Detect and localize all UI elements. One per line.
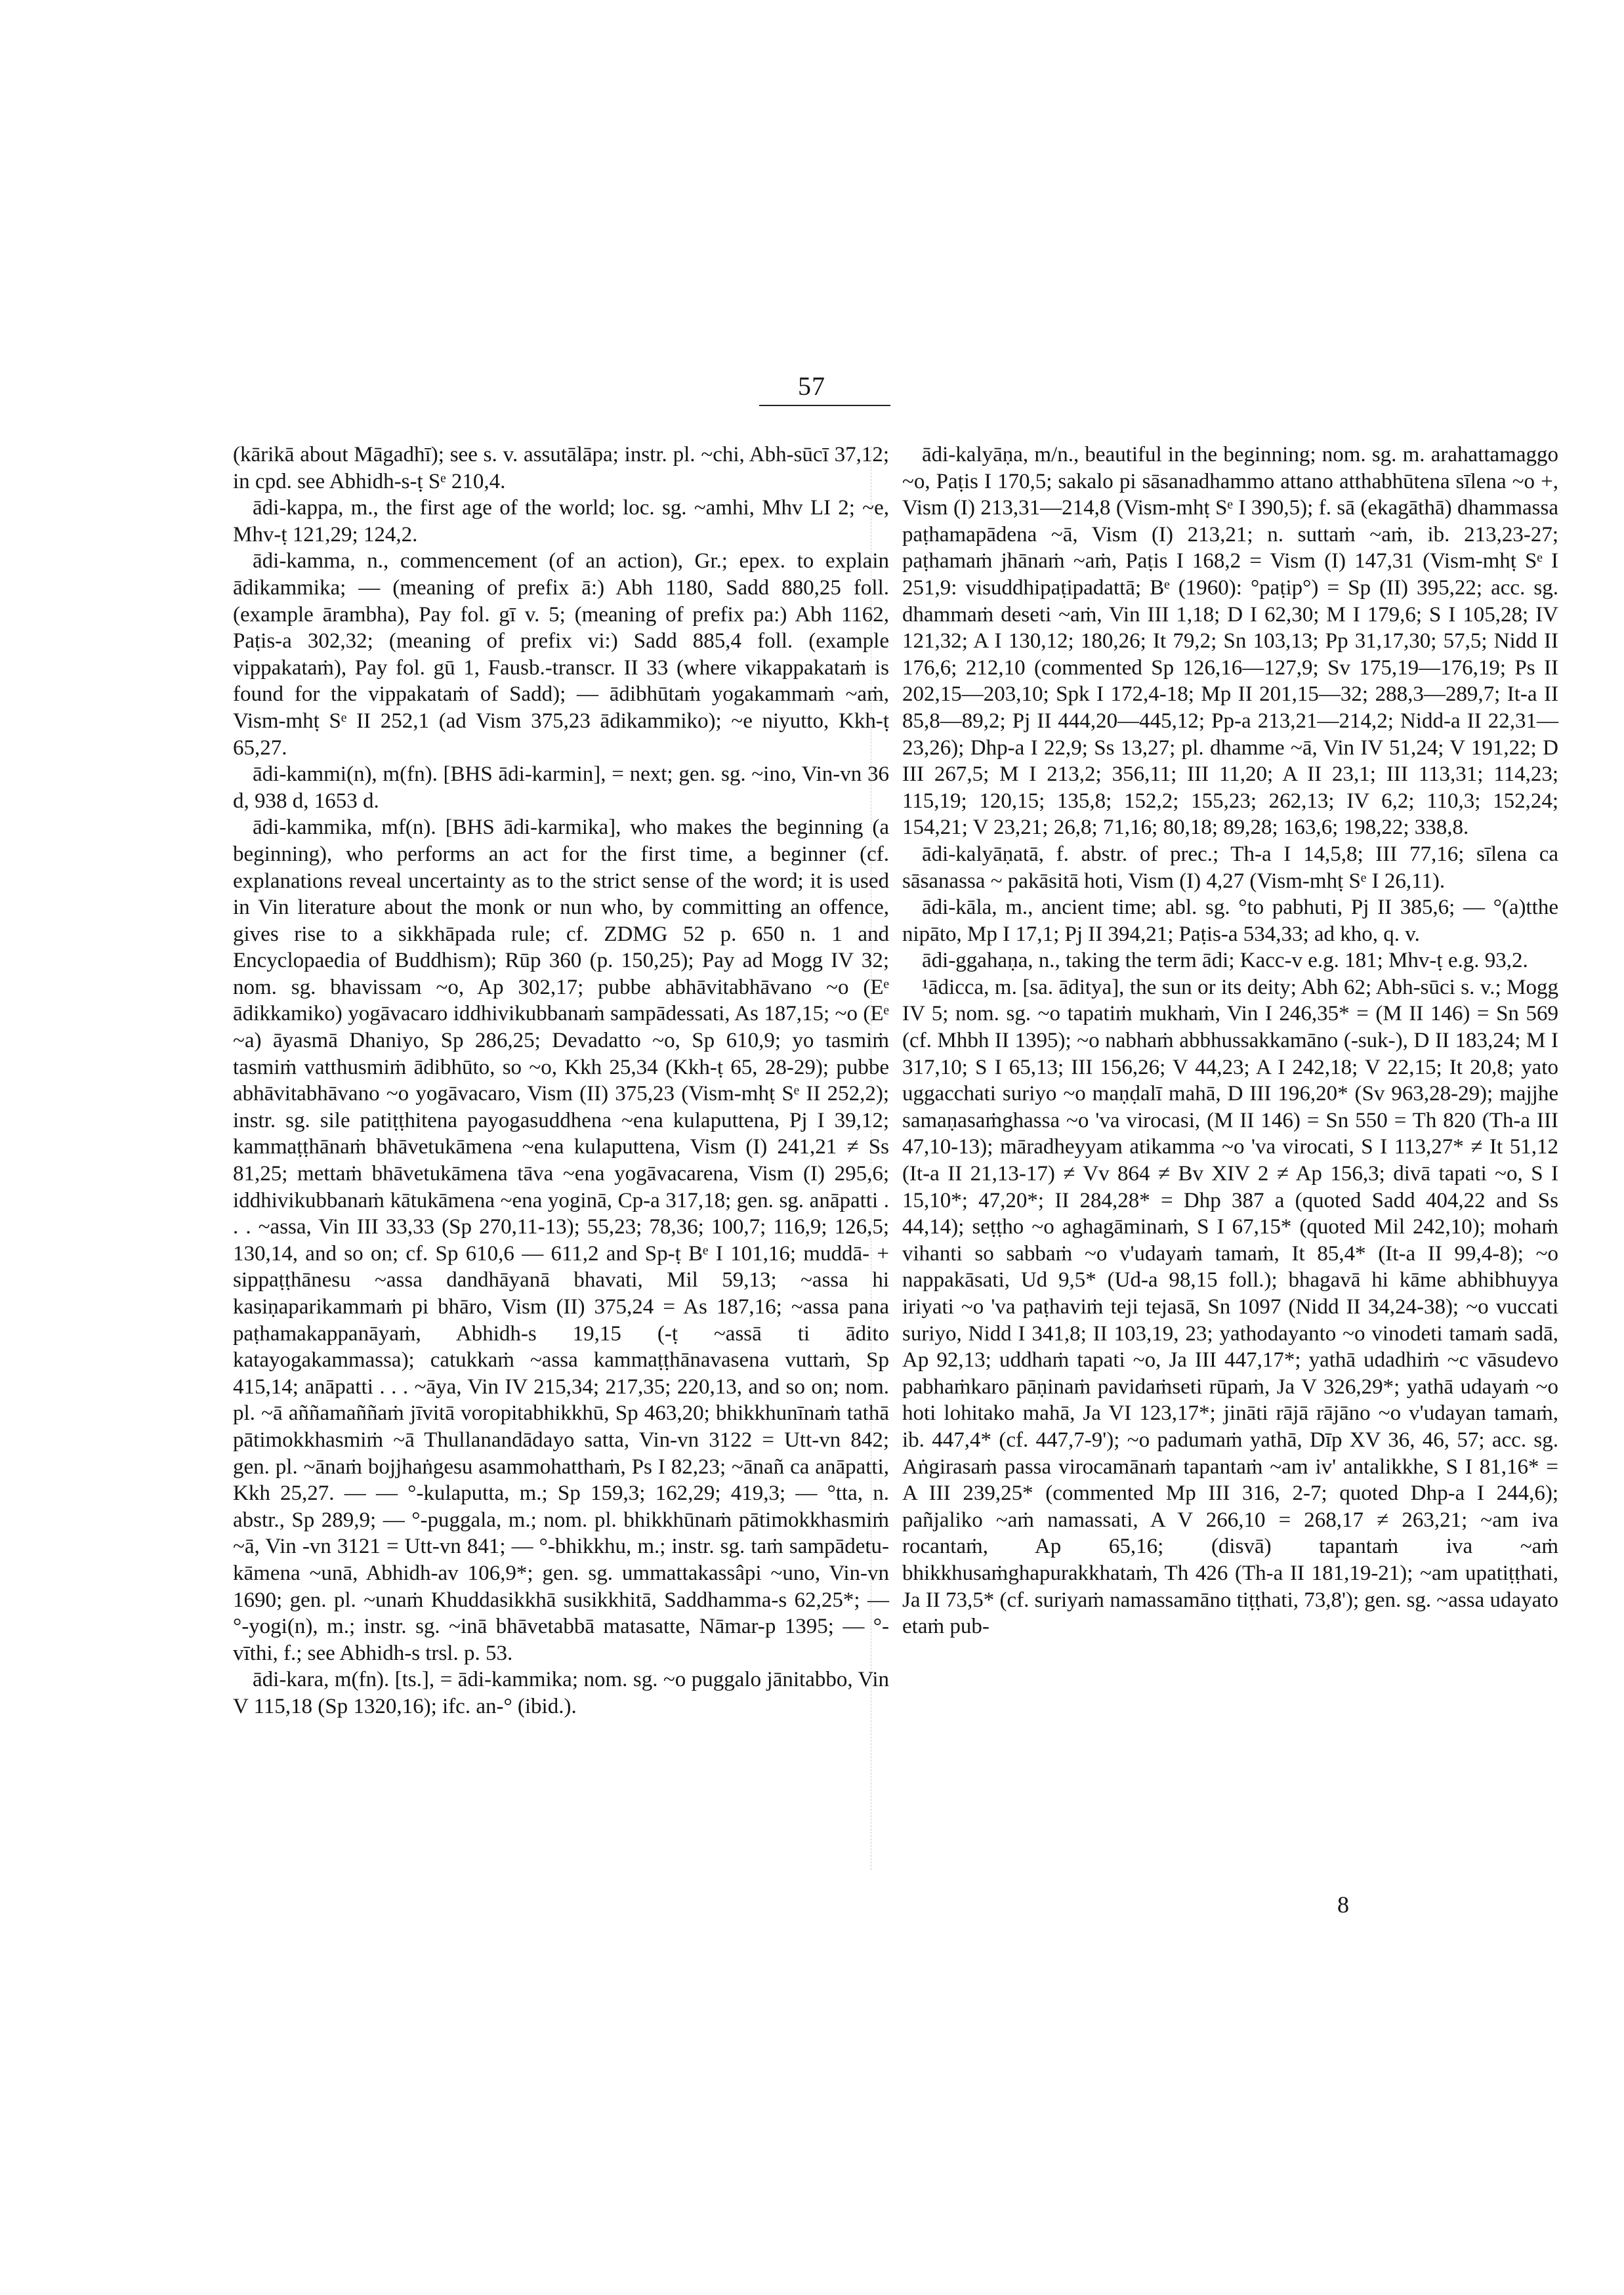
entry-adi-kara: ādi-kara, m(fn). [ts.], = ādi-kammika; nom. sg. ~o puggalo jānitabbo, Vin V 115,18 (Sp 1320,16); ifc. an-° (ibid.). [233,1668,889,1718]
entry-adi-kalyana: ādi-kalyāṇa, m/n., beautiful in the beginning; nom. sg. m. arahattamaggo ~o, Paṭis I 170,5; sakalo pi sāsanadhammo attano atthabhūtena sīlena ~o +, Vism (I) 213,31—214,8 (Vism-mhṭ Sᵉ I 390,5); f. sā (ekagāthā) dhammassa paṭhamapādena ~ā, Vism (I) 213,21; n. suttaṁ ~aṁ, ib. 213,23-27; paṭhamaṁ jhānaṁ ~aṁ, Paṭis I 168,2 = Vism (I) 147,31 (Vism-mhṭ Sᵉ I 251,9: visuddhipaṭipadattā; Bᵉ (1960): °paṭip°) = Sp (II) 395,22; acc. sg. dhammaṁ deseti ~aṁ, Vin III 1,18; D I 62,30; M I 179,6; S I 105,28; IV 121,32; A I 130,12; 180,26; It 79,2; Sn 103,13; Pp 31,17,30; 57,5; Nidd II 176,6; 212,10 (commented Sp 126,16—127,9; Sv 175,19—176,19; Ps II 202,15—203,10; Spk I 172,4-18; Mp II 201,15—32; 288,3—289,7; It-a II 85,8—89,2; Pj II 444,20—445,12; Pp-a 213,21—214,2; Nidd-a II 22,31—23,26); Dhp-a I 22,9; Ss 13,27; pl. dhamme ~ā, Vin IV 51,24; V 191,22; D III 267,5; M I 213,2; 356,11; III 11,20; A II 23,1; III 113,31; 114,23; 115,19; 120,15; 135,8; 152,2; 155,23; 262,13; IV 6,2; 110,3; 152,24; 154,21; V 23,21; 26,8; 71,16; 80,18; 89,28; 163,6; 198,22; 338,8. [902,443,1558,840]
entry-text: (kārikā about Māgadhī); see s. v. assutālāpa; instr. pl. ~chi, Abh-sūcī 37,12; in cpd. see Abhidh-s-ṭ Sᵉ 210,4. [233,443,889,493]
right-column [902,442,1558,1640]
signature-mark: 8 [1337,1892,1349,1918]
header-rule [759,405,890,406]
entry-adi-kalyanata: ādi-kalyāṇatā, f. abstr. of prec.; Th-a I 14,5,8; III 77,16; sīlena ca sāsanassa ~ pakāsitā hoti, Vism (I) 4,27 (Vism-mhṭ Sᵉ I 26,11). [902,842,1558,893]
entry-adicca: ¹ādicca, m. [sa. āditya], the sun or its deity; Abh 62; Abh-sūci s. v.; Mogg IV 5; nom. sg. ~o tapatiṁ mukhaṁ, Vin I 246,35* = (M II 146) = Sn 569 (cf. Mhbh II 1395); ~o nabhaṁ abbhussakkamāno (-suk-), D II 183,24; M I 317,10; S I 65,13; III 156,26; V 44,23; A I 242,18; V 22,15; It 20,8; yato uggacchati suriyo ~o maṇḍalī mahā, D III 196,20* (Sv 963,28-29); majjhe samaṇasaṁghassa ~o 'va virocasi, (M II 146) = Sn 550 = Th 820 (Th-a III 47,10-13); māradheyyam atikamma ~o 'va virocati, S I 113,27* ≠ It 51,12 (It-a II 21,13-17) ≠ Vv 864 ≠ Bv XIV 2 ≠ Ap 156,3; divā tapati ~o, S I 15,10*; 47,20*; II 284,28* = Dhp 387 a (quoted Sadd 404,22 and Ss 44,14); seṭṭho ~o aghagāminaṁ, S I 67,15* (quoted Mil 242,10); mohaṁ vihanti so sabbaṁ ~o v'udayaṁ tamaṁ, It 85,4* (It-a II 99,4-8); ~o nappakāsati, Ud 9,5* (Ud-a 98,15 foll.); bhagavā hi kāme abhibhuyya iriyati ~o 'va paṭhaviṁ teji tejasā, Sn 1097 (Nidd II 34,24-38); ~o vuccati suriyo, Nidd I 341,8; II 103,19, 23; yathodayanto ~o vinodeti tamaṁ sadā, Ap 92,13; uddhaṁ tapati ~o, Ja III 447,17*; yathā udadhiṁ ~c vāsudevo pabhaṁkaro pāṇinaṁ pavidaṁseti rūpaṁ, Ja V 326,29*; yathā udayaṁ ~o hoti lohitako mahā, Ja VI 123,17*; jināti rājā rājāno ~o v'udayan tamaṁ, ib. 447,4* (cf. 447,7-9'); ~o padumaṁ yathā, Dīp XV 36, 46, 57; acc. sg. Aṅgirasaṁ passa virocamānaṁ tapantaṁ ~am iv' antalikkhe, S I 81,16* = A III 239,25* (commented Mp III 316, 2-7; quoted Dhp-a I 244,6); pañjaliko ~aṁ namassati, A V 266,10 = 268,17 ≠ 263,21; ~am iva rocantaṁ, Ap 65,16; (disvā) tapantaṁ iva ~aṁ bhikkhusaṁghapurakkhataṁ, Th 426 (Th-a II 181,19-21); ~am upatiṭṭhati, Ja II 73,5* (cf. suriyaṁ namassamāno tiṭṭhati, 73,8'); gen. sg. ~assa udayato etaṁ pub- [902,975,1558,1639]
entry-adi-ggahana: ādi-ggahaṇa, n., taking the term ādi; Kacc-v e.g. 181; Mhv-ṭ e.g. 93,2. [922,949,1528,973]
entry-adi-kamma: ādi-kamma, n., commencement (of an action), Gr.; epex. to explain ādikammika; — (meaning of prefix ā:) Abh 1180, Sadd 880,25 foll. (example ārambha), Pay fol. gī v. 5; (meaning of prefix pa:) Abh 1162, Paṭis-a 302,32; (meaning of prefix vi:) Sadd 885,4 foll. (example vippakataṁ), Pay fol. gū 1, Fausb.-transcr. II 33 (where vikappakataṁ is found for the vippakataṁ of Sadd); — ādibhūtaṁ yogakammaṁ ~aṁ, Vism-mhṭ Sᵉ II 252,1 (ad Vism 375,23 ādikammiko); ~e niyutto, Kkh-ṭ 65,27. [233,549,889,760]
page-number: 57 [798,371,825,401]
entry-adi-kammin: ādi-kammi(n), m(fn). [BHS ādi-karmin], = next; gen. sg. ~ino, Vin-vn 36 d, 938 d, 1653 d. [233,762,889,813]
left-column [233,442,889,1720]
entry-adi-kammika: ādi-kammika, mf(n). [BHS ādi-karmika], who makes the beginning (a beginning), who performs an act for the first time, a beginner (cf. explanations reveal uncertainty as to the strict sense of the word; it is used in Vin literature about the monk or nun who, by committing an offence, gives rise to a sikkhāpada rule; cf. ZDMG 52 p. 650 n. 1 and Encyclopaedia of Buddhism); Rūp 360 (p. 150,25); Pay ad Mogg IV 32; nom. sg. bhavissam ~o, Ap 302,17; pubbe abhāvitabhāvano ~o (Eᵉ ādikkamiko) yogāvacaro iddhivikubbanaṁ sampādessati, As 187,15; ~o (Eᵉ ~a) āyasmā Dhaniyo, Sp 286,25; Devadatto ~o, Sp 610,9; yo tasmiṁ tasmiṁ vatthusmiṁ ādibhūto, so ~o, Kkh 25,34 (Kkh-ṭ 65, 28-29); pubbe abhāvitabhāvano ~o yogāvacaro, Vism (II) 375,23 (Vism-mhṭ Sᵉ II 252,2); instr. sg. sile patiṭṭhitena payogasuddhena ~ena kulaputtena, Pj I 39,12; kammaṭṭhānaṁ bhāvetukāmena ~ena kulaputtena, Vism (I) 241,21 ≠ Ss 81,25; mettaṁ bhāvetukāmena tāva ~ena yogāvacarena, Vism (I) 295,6; iddhivikubbanaṁ kātukāmena ~ena yoginā, Cp-a 317,18; gen. sg. anāpatti . . . ~assa, Vin III 33,33 (Sp 270,11-13); 55,23; 78,36; 100,7; 116,9; 126,5; 130,14, and so on; cf. Sp 610,6 — 611,2 and Sp-ṭ Bᵉ I 101,16; muddā- + sippaṭṭhānesu ~assa dandhāyanā bhavati, Mil 59,13; ~assa hi kasiṇaparikammaṁ pi bhāro, Vism (II) 375,24 = As 187,16; ~assa pana paṭhamakappanāyaṁ, Abhidh-s 19,15 (-ṭ ~assā ti ādito katayogakammassa); catukkaṁ ~assa kammaṭṭhānavasena vuttaṁ, Sp 415,14; anāpatti . . . ~āya, Vin IV 215,34; 217,35; 220,13, and so on; nom. pl. ~ā aññamaññaṁ jīvitā voropitabhikkhū, Sp 463,20; bhikkhunīnaṁ tathā pātimokkhasmiṁ ~ā Thullanandādayo satta, Vin-vn 3122 = Utt-vn 842; gen. pl. ~ānaṁ bojjhaṅgesu asammohatthaṁ, Ps I 82,23; ~ānañ ca anāpatti, Kkh 25,27. — — °-kulaputta, m.; Sp 159,3; 162,29; 419,3; — °tta, n. abstr., Sp 289,9; — °-puggala, m.; nom. pl. bhikkhūnaṁ pātimokkhasmiṁ ~ā, Vin -vn 3121 = Utt-vn 841; — °-bhikkhu, m.; instr. sg. taṁ sampādetu-kāmena ~unā, Abhidh-av 106,9*; gen. sg. ummattakassâpi ~uno, Vin-vn 1690; gen. pl. ~unaṁ Khuddasikkhā susikkhitā, Saddhamma-s 62,25*; — °-yogi(n), m.; instr. sg. ~inā bhāvetabbā matasatte, Nāmar-p 1395; — °-vīthi, f.; see Abhidh-s trsl. p. 53. [233,816,889,1665]
entry-adi-kappa: ādi-kappa, m., the first age of the world; loc. sg. ~amhi, Mhv LI 2; ~e, Mhv-ṭ 121,29; 124,2. [233,496,889,547]
entry-adi-kala: ādi-kāla, m., ancient time; abl. sg. °to pabhuti, Pj II 385,6; — °(a)tthe nipāto, Mp I 17,1; Pj II 394,21; Paṭis-a 534,33; ad kho, q. v. [902,896,1558,946]
